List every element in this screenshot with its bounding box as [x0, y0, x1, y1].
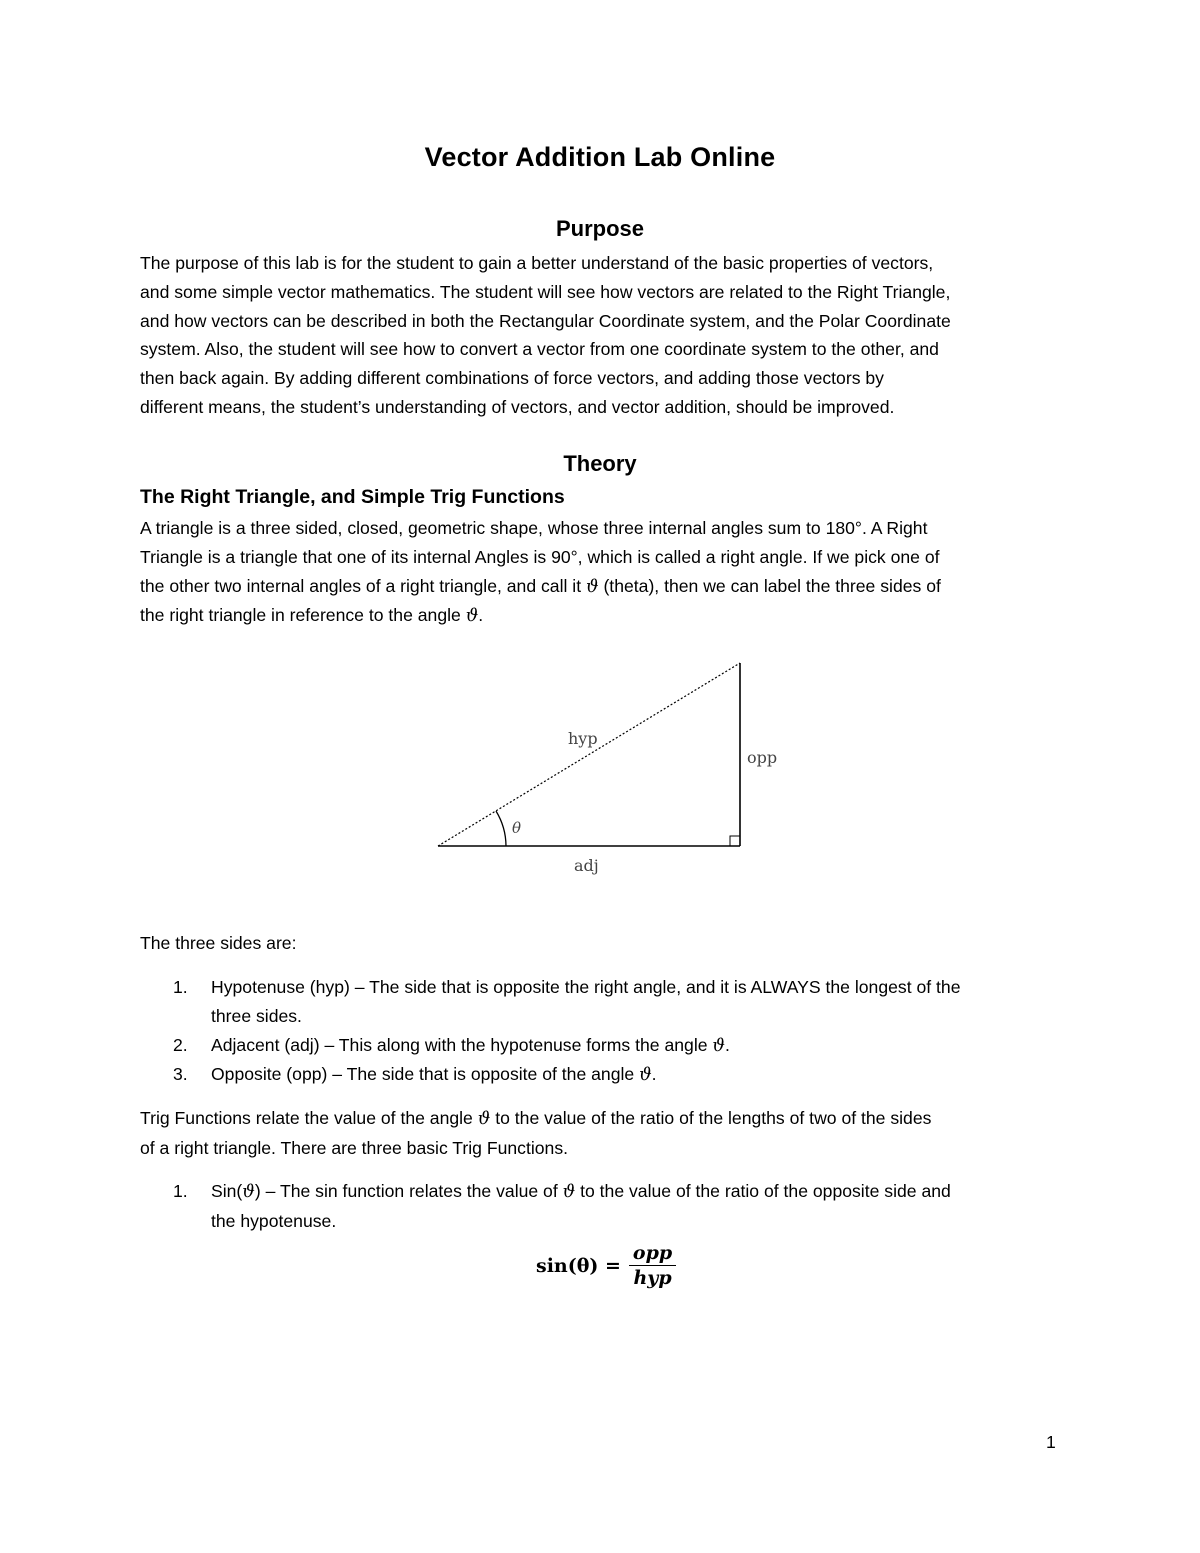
theta-symbol: ϑ: [585, 576, 599, 597]
opp-label: opp: [747, 748, 778, 767]
list-item: 3. Opposite (opp) – The side that is opposite of the angle ϑ.: [173, 1064, 657, 1086]
sides-list: [140, 973, 1070, 1090]
purpose-line: then back again. By adding different combinations of force vectors, and adding those vectors by: [140, 368, 884, 389]
list-item: 1. Sin(ϑ) – The sin function relates the value of ϑ to the value of the ratio of the opposite side and the hypotenuse.: [173, 1181, 951, 1231]
purpose-line: The purpose of this lab is for the student to gain a better understand of the basic properties of vectors,: [140, 253, 934, 273]
right-angle-marker: [730, 836, 740, 846]
purpose-heading: Purpose: [555, 216, 645, 241]
formula-numerator: opp: [629, 1242, 676, 1266]
angle-arc: [496, 811, 506, 846]
page-number: 1: [1046, 1432, 1056, 1452]
formula-denominator: hyp: [633, 1267, 672, 1289]
list-item: 1. Hypotenuse (hyp) – The side that is opposite the right angle, and it is ALWAYS the longest of the three sides.: [173, 977, 961, 1026]
hyp-label: hyp: [568, 729, 598, 748]
intro-line: A triangle is a three sided, closed, geometric shape, whose three internal angles sum to 180°. A Right: [140, 518, 928, 538]
hypotenuse-side: [438, 663, 740, 846]
formula-fraction: [629, 1242, 676, 1289]
intro-line: the other two internal angles of a right triangle, and call it ϑ (theta), then we can label the three sides of: [140, 575, 941, 597]
trig-functions-paragraph: Trig Functions relate the value of the angle ϑ to the value of the ratio of the lengths of two of the sides of a right triangle. There are three basic Trig Functions.: [140, 1108, 932, 1158]
purpose-paragraph: [140, 249, 1070, 422]
right-triangle-diagram: [430, 655, 790, 890]
purpose-line: and how vectors can be described in both the Rectangular Coordinate system, and the Polar Coordinate: [140, 310, 951, 331]
formula-lhs: sin(θ) =: [536, 1254, 621, 1277]
theory-heading: Theory: [563, 451, 637, 476]
angle-label: θ: [512, 819, 522, 837]
list-item: 2. Adjacent (adj) – This along with the hypotenuse forms the angle ϑ.: [173, 1034, 730, 1056]
intro-line: the right triangle in reference to the angle ϑ.: [140, 605, 484, 627]
theory-subheading: The Right Triangle, and Simple Trig Functions: [140, 486, 565, 508]
intro-line: Triangle is a triangle that one of its internal Angles is 90°, which is called a right angle. If we pick one of: [140, 546, 940, 567]
functions-list: [140, 1177, 1070, 1236]
theta-symbol: ϑ: [465, 606, 479, 627]
document-title: Vector Addition Lab Online: [424, 142, 776, 172]
adj-label: adj: [574, 856, 599, 875]
right-triangle-svg: [430, 655, 790, 885]
sides-intro: The three sides are:: [140, 933, 297, 953]
purpose-line: different means, the student’s understanding of vectors, and vector addition, should be improved.: [140, 396, 895, 417]
purpose-line: and some simple vector mathematics. The student will see how vectors are related to the Right Triangle,: [140, 281, 951, 302]
purpose-line: system. Also, the student will see how to convert a vector from one coordinate system to the other, and: [140, 339, 939, 360]
sine-formula: [536, 1242, 676, 1289]
theory-intro-paragraph: [140, 514, 1070, 631]
